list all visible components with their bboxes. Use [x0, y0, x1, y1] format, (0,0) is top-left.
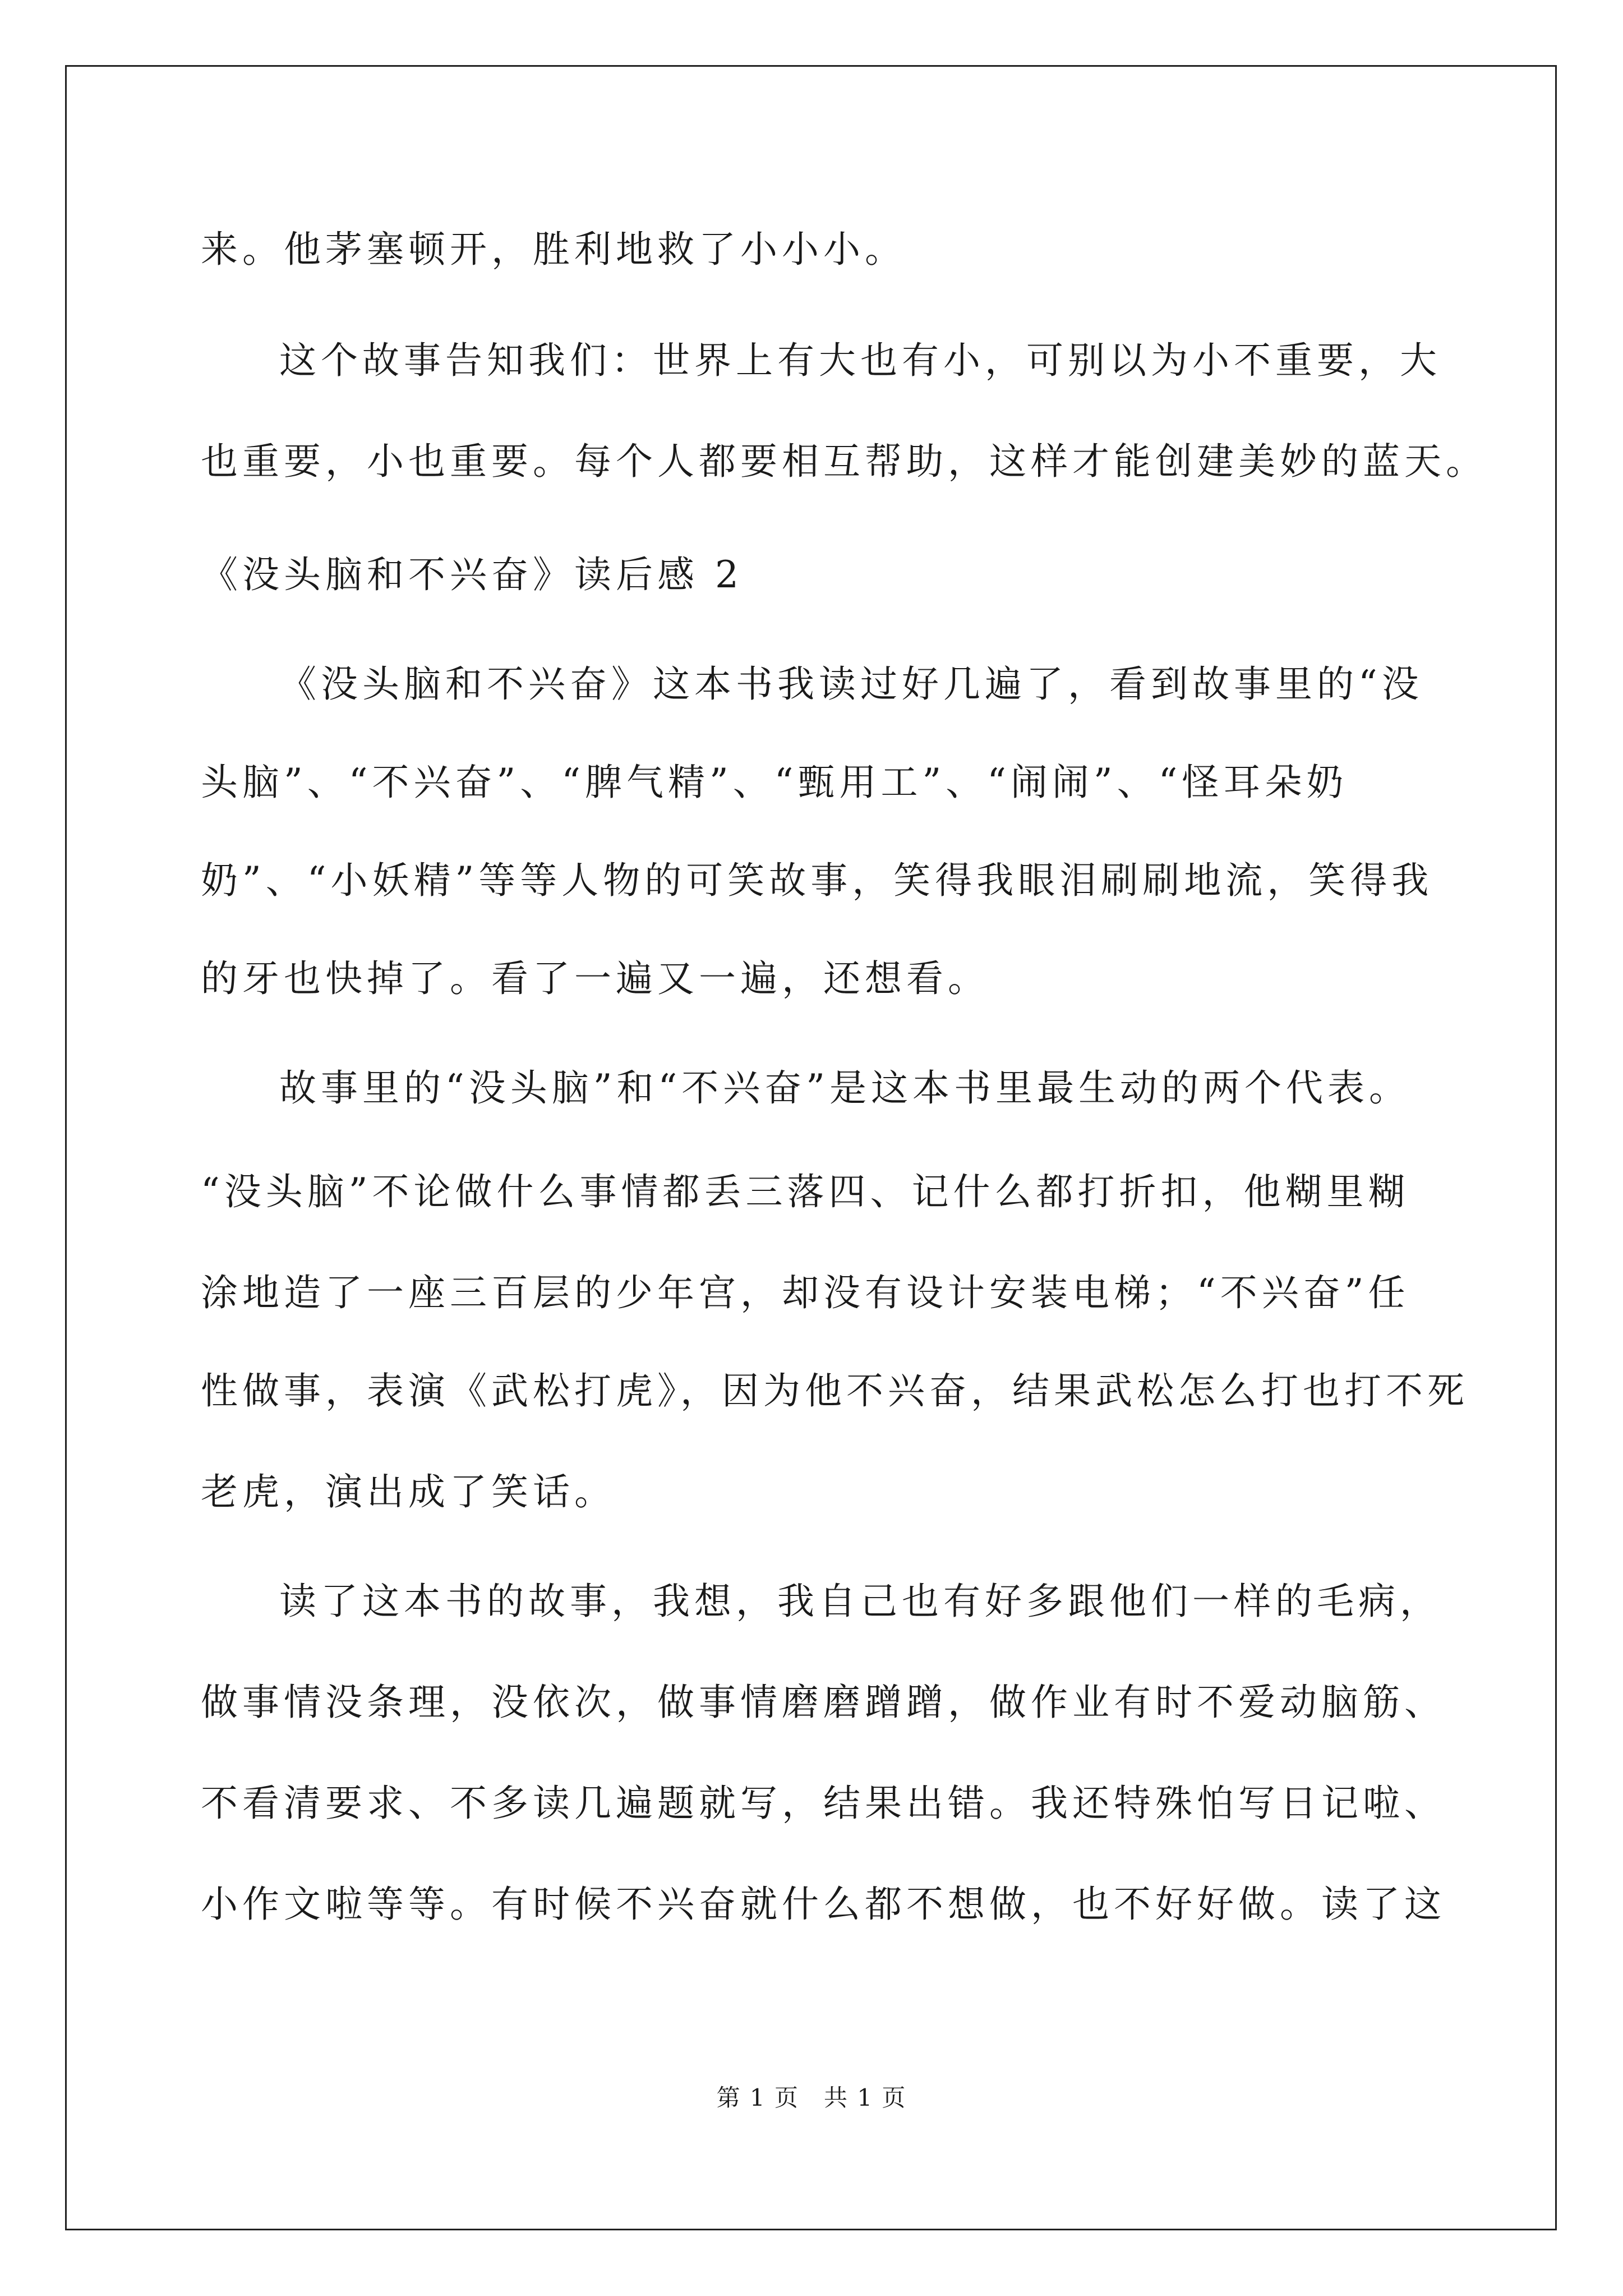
text-line: 性做事，表演《武松打虎》，因为他不兴奋，结果武松怎么打也打不死	[201, 1369, 1469, 1412]
text-line: 老虎，演出成了笑话。	[201, 1470, 616, 1513]
text-line: 的牙也快掉了。看了一遍又一遍，还想看。	[201, 957, 989, 1000]
paragraph-line: 读了这本书的故事，我想，我自己也有好多跟他们一样的毛病，	[279, 1580, 1441, 1623]
text-line: “没头脑”不论做什么事情都丢三落四、记什么都打折扣，他糊里糊	[201, 1170, 1410, 1213]
text-line: 来。他茅塞顿开，胜利地救了小小小。	[201, 228, 906, 271]
text-line: 做事情没条理，没依次，做事情磨磨蹭蹭，做作业有时不爱动脑筋、	[201, 1681, 1446, 1724]
text-line: 也重要，小也重要。每个人都要相互帮助，这样才能创建美妙的蓝天。	[201, 440, 1487, 483]
paragraph-line: 《没头脑和不兴奋》这本书我读过好几遍了，看到故事里的“没	[279, 662, 1423, 706]
paragraph-line: 故事里的“没头脑”和“不兴奋”是这本书里最生动的两个代表。	[279, 1066, 1410, 1110]
section-heading: 《没头脑和不兴奋》读后感 2	[201, 553, 743, 596]
text-line: 奶”、“小妖精”等等人物的可笑故事，笑得我眼泪刷刷地流，笑得我	[201, 859, 1433, 902]
paragraph-line: 这个故事告知我们：世界上有大也有小，可别以为小不重要，大	[279, 339, 1441, 382]
text-line: 头脑”、“不兴奋”、“脾气精”、“甄用工”、“闹闹”、“怪耳朵奶	[201, 761, 1348, 804]
text-line: 不看清要求、不多读几遍题就写，结果出错。我还特殊怕写日记啦、	[201, 1782, 1446, 1825]
page-number-footer: 第 1 页 共 1 页	[716, 2084, 907, 2111]
text-line: 小作文啦等等。有时候不兴奋就什么都不想做，也不好好做。读了这	[201, 1883, 1446, 1926]
text-line: 涂地造了一座三百层的少年宫，却没有设计安装电梯；“不兴奋”任	[201, 1271, 1410, 1314]
